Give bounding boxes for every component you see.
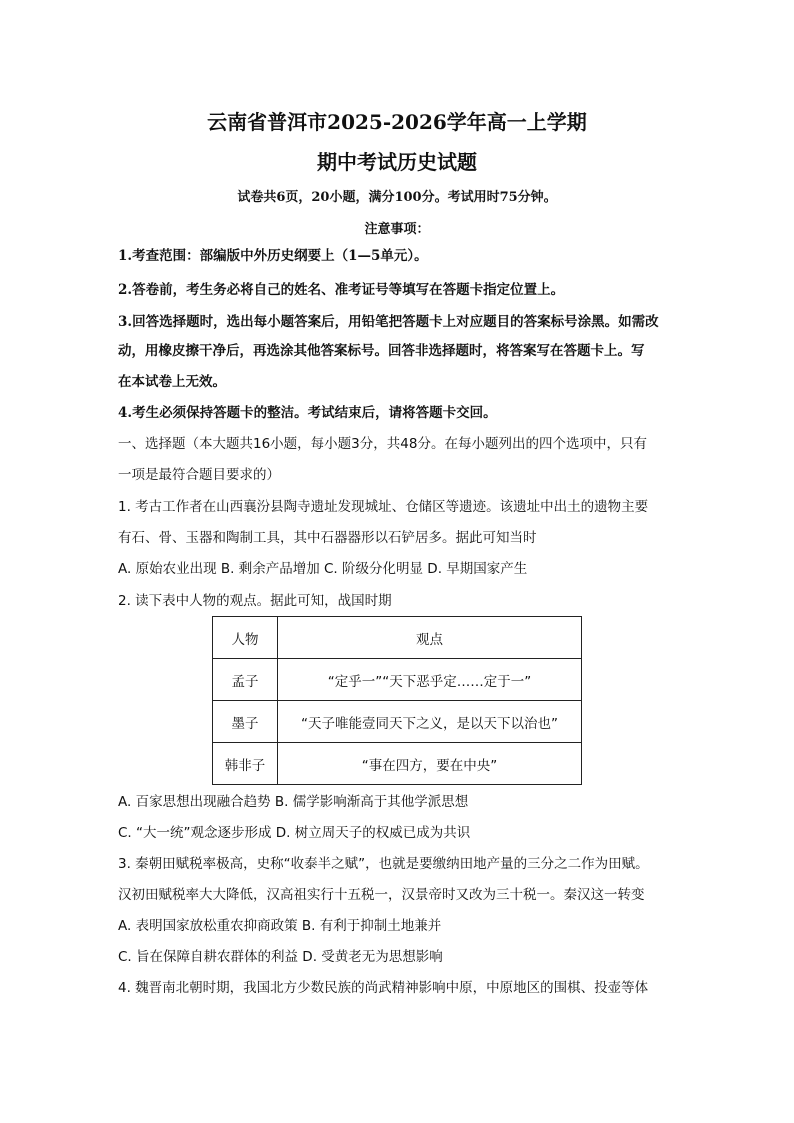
exam-title-line2: 期中考试历史试题 bbox=[317, 150, 477, 174]
table-cell-view: “定乎一”“天下恶乎定……定于一” bbox=[278, 659, 582, 701]
q3-options-1: A. 表明国家放松重农抑商政策 B. 有利于抑制土地兼并 bbox=[118, 918, 442, 934]
table-row bbox=[213, 701, 582, 743]
notice-item-4: 4.考生必须保持答题卡的整洁。考试结束后，请将答题卡交回。 bbox=[118, 405, 497, 421]
q2-options-2: C. “大一统”观念逐步形成 D. 树立周天子的权威已成为共识 bbox=[118, 825, 471, 841]
q2-table bbox=[212, 616, 582, 785]
notice-item-3-end: 在本试卷上无效。 bbox=[118, 374, 226, 390]
table-cell-view: “天子唯能壹同天下之义，是以天下以治也” bbox=[278, 701, 582, 743]
q2-options-1: A. 百家思想出现融合趋势 B. 儒学影响渐高于其他学派思想 bbox=[118, 794, 469, 810]
exam-subtitle: 试卷共6页，20小题，满分100分。考试用时75分钟。 bbox=[237, 190, 557, 205]
table-header-person: 人物 bbox=[213, 617, 278, 659]
table-header-view: 观点 bbox=[278, 617, 582, 659]
section-heading: 一、选择题（本大题共16小题，每小题3分，共48分。在每小题列出的四个选项中，只有 bbox=[118, 436, 647, 452]
q2-stem: 2. 读下表中人物的观点。据此可知，战国时期 bbox=[118, 593, 392, 609]
section-heading-cont: 一项是最符合题目要求的） bbox=[118, 467, 280, 483]
q1-stem-cont: 有石、骨、玉器和陶制工具，其中石器器形以石铲居多。据此可知当时 bbox=[118, 530, 537, 546]
table-row bbox=[213, 659, 582, 701]
table-cell-person: 韩非子 bbox=[213, 743, 278, 785]
q3-stem-cont: 汉初田赋税率大大降低，汉高祖实行十五税一，汉景帝时又改为三十税一。秦汉这一转变 bbox=[118, 887, 645, 903]
table-cell-person: 孟子 bbox=[213, 659, 278, 701]
q3-options-2: C. 旨在保障自耕农群体的利益 D. 受黄老无为思想影响 bbox=[118, 949, 443, 965]
table-cell-view: “事在四方，要在中央” bbox=[278, 743, 582, 785]
table-header-row bbox=[213, 617, 582, 659]
q3-stem: 3. 秦朝田赋税率极高，史称“收泰半之赋”，也就是要缴纳田地产量的三分之二作为田赋。 bbox=[118, 856, 649, 872]
q1-options: A. 原始农业出现 B. 剩余产品增加 C. 阶级分化明显 D. 早期国家产生 bbox=[118, 561, 528, 577]
table-row bbox=[213, 743, 582, 785]
notice-item-2: 2.答卷前，考生务必将自己的姓名、准考证号等填写在答题卡指定位置上。 bbox=[118, 282, 565, 298]
notice-heading: 注意事项： bbox=[364, 222, 430, 237]
table-cell-person: 墨子 bbox=[213, 701, 278, 743]
notice-item-3-cont: 动，用橡皮擦干净后，再选涂其他答案标号。回答非选择题时，将答案写在答题卡上。写 bbox=[118, 343, 645, 359]
q1-stem: 1. 考古工作者在山西襄汾县陶寺遗址发现城址、仓储区等遗迹。该遗址中出土的遗物主要 bbox=[118, 499, 649, 515]
notice-item-3: 3.回答选择题时，选出每小题答案后，用铅笔把答题卡上对应题目的答案标号涂黑。如需改 bbox=[118, 314, 659, 330]
q4-stem: 4. 魏晋南北朝时期，我国北方少数民族的尚武精神影响中原，中原地区的围棋、投壶等体 bbox=[118, 980, 649, 996]
notice-item-1: 1.考查范围：部编版中外历史纲要上（1—5单元）。 bbox=[118, 248, 428, 264]
exam-title-line1: 云南省普洱市2025-2026学年高一上学期 bbox=[207, 110, 587, 134]
